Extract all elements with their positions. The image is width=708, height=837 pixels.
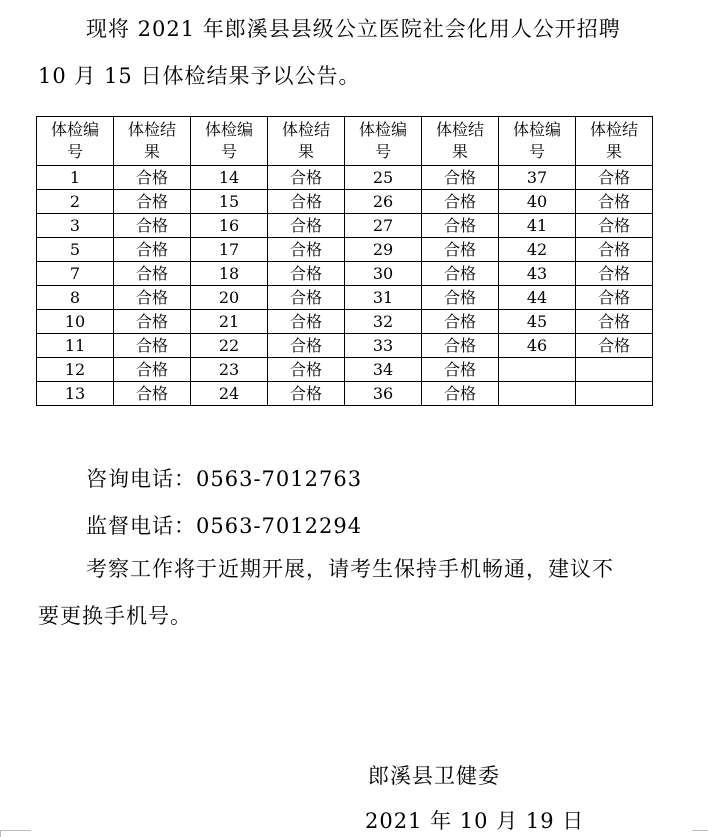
exam-result-cell: 合格 — [268, 262, 345, 286]
exam-result-cell: 合格 — [114, 166, 191, 190]
exam-result-cell: 合格 — [268, 214, 345, 238]
exam-number-cell — [499, 358, 576, 382]
page-corner-mark-left — [0, 830, 31, 837]
exam-number-cell: 37 — [499, 166, 576, 190]
note-line-1: 考察工作将于近期开展，请考生保持手机畅通，建议不 — [86, 557, 614, 581]
exam-result-cell: 合格 — [114, 286, 191, 310]
exam-result-cell — [576, 358, 653, 382]
exam-number-cell: 11 — [37, 334, 114, 358]
exam-number-cell: 30 — [345, 262, 422, 286]
table-header-cell — [37, 117, 114, 166]
table-header-text: 体检编 — [204, 120, 253, 139]
exam-result-cell: 合格 — [422, 358, 499, 382]
exam-number-cell: 1 — [37, 166, 114, 190]
table-header-text: 体检结 — [589, 120, 638, 139]
table-row — [37, 286, 653, 310]
table-header-text: 体检编 — [512, 120, 561, 139]
notice-date: 2021 年 10 月 19 日 — [365, 809, 585, 833]
exam-result-cell: 合格 — [114, 190, 191, 214]
exam-result-cell: 合格 — [268, 166, 345, 190]
exam-result-cell: 合格 — [114, 358, 191, 382]
exam-result-cell: 合格 — [422, 310, 499, 334]
table-header-text: 果 — [143, 142, 160, 161]
exam-number-cell: 14 — [191, 166, 268, 190]
table-header-cell — [345, 117, 422, 166]
table-row — [37, 238, 653, 262]
exam-number-cell: 13 — [37, 382, 114, 406]
exam-number-cell: 20 — [191, 286, 268, 310]
exam-result-cell: 合格 — [268, 310, 345, 334]
table-header-cell — [191, 117, 268, 166]
table-header-cell — [422, 117, 499, 166]
exam-result-cell: 合格 — [576, 238, 653, 262]
table-header-text: 果 — [605, 142, 622, 161]
exam-result-cell: 合格 — [114, 238, 191, 262]
exam-result-cell: 合格 — [422, 238, 499, 262]
table-header-text: 体检编 — [50, 120, 99, 139]
exam-number-cell: 36 — [345, 382, 422, 406]
exam-result-cell: 合格 — [422, 262, 499, 286]
exam-number-cell: 15 — [191, 190, 268, 214]
exam-result-cell: 合格 — [268, 334, 345, 358]
exam-result-cell: 合格 — [576, 310, 653, 334]
table-header-text: 果 — [451, 142, 468, 161]
exam-number-cell: 2 — [37, 190, 114, 214]
table-header-text: 号 — [528, 142, 545, 161]
table-header-cell — [268, 117, 345, 166]
table-header-text: 体检结 — [281, 120, 330, 139]
exam-number-cell: 10 — [37, 310, 114, 334]
exam-number-cell: 34 — [345, 358, 422, 382]
table-header-text: 体检结 — [435, 120, 484, 139]
table-header-text: 体检结 — [127, 120, 176, 139]
exam-number-cell: 21 — [191, 310, 268, 334]
exam-number-cell: 44 — [499, 286, 576, 310]
table-row — [37, 166, 653, 190]
table-header-cell — [576, 117, 653, 166]
exam-result-cell: 合格 — [576, 166, 653, 190]
exam-number-cell: 8 — [37, 286, 114, 310]
exam-number-cell: 43 — [499, 262, 576, 286]
exam-result-cell: 合格 — [576, 262, 653, 286]
exam-number-cell: 12 — [37, 358, 114, 382]
table-row — [37, 382, 653, 406]
exam-result-cell: 合格 — [268, 382, 345, 406]
exam-number-cell: 17 — [191, 238, 268, 262]
table-header-text: 果 — [297, 142, 314, 161]
note-line-2: 要更换手机号。 — [38, 604, 192, 628]
exam-result-cell — [576, 382, 653, 406]
exam-number-cell: 7 — [37, 262, 114, 286]
exam-number-cell: 45 — [499, 310, 576, 334]
table-header-text: 号 — [374, 142, 391, 161]
exam-number-cell: 16 — [191, 214, 268, 238]
table-body — [37, 166, 653, 406]
exam-result-cell: 合格 — [114, 214, 191, 238]
exam-result-cell: 合格 — [268, 286, 345, 310]
exam-result-cell: 合格 — [576, 214, 653, 238]
table-header-cell — [499, 117, 576, 166]
table-header-text: 体检编 — [358, 120, 407, 139]
exam-number-cell: 22 — [191, 334, 268, 358]
exam-result-cell: 合格 — [268, 190, 345, 214]
exam-number-cell: 5 — [37, 238, 114, 262]
exam-number-cell: 40 — [499, 190, 576, 214]
page-corner-mark-right — [692, 830, 708, 837]
consult-phone: 咨询电话：0563-7012763 — [86, 467, 363, 491]
exam-number-cell: 29 — [345, 238, 422, 262]
intro-line-2: 10 月 15 日体检结果予以公告。 — [38, 64, 361, 88]
results-table — [36, 116, 653, 406]
exam-number-cell: 42 — [499, 238, 576, 262]
exam-number-cell: 18 — [191, 262, 268, 286]
table-row — [37, 310, 653, 334]
exam-number-cell: 23 — [191, 358, 268, 382]
table-header-row — [37, 117, 653, 166]
signer: 郎溪县卫健委 — [368, 764, 500, 788]
table-row — [37, 262, 653, 286]
exam-result-cell: 合格 — [268, 238, 345, 262]
exam-result-cell: 合格 — [114, 334, 191, 358]
exam-result-cell: 合格 — [114, 382, 191, 406]
exam-result-cell: 合格 — [576, 286, 653, 310]
exam-number-cell: 32 — [345, 310, 422, 334]
exam-number-cell: 31 — [345, 286, 422, 310]
exam-result-cell: 合格 — [268, 358, 345, 382]
supervise-phone: 监督电话：0563-7012294 — [86, 514, 363, 538]
exam-number-cell: 41 — [499, 214, 576, 238]
exam-number-cell — [499, 382, 576, 406]
exam-result-cell: 合格 — [576, 334, 653, 358]
exam-number-cell: 25 — [345, 166, 422, 190]
table-row — [37, 358, 653, 382]
exam-number-cell: 27 — [345, 214, 422, 238]
exam-number-cell: 26 — [345, 190, 422, 214]
exam-result-cell: 合格 — [576, 190, 653, 214]
exam-result-cell: 合格 — [422, 382, 499, 406]
exam-result-cell: 合格 — [422, 214, 499, 238]
exam-number-cell: 3 — [37, 214, 114, 238]
table-row — [37, 190, 653, 214]
table-header-text: 号 — [66, 142, 83, 161]
exam-result-cell: 合格 — [422, 190, 499, 214]
exam-number-cell: 46 — [499, 334, 576, 358]
exam-result-cell: 合格 — [114, 310, 191, 334]
table-header-text: 号 — [220, 142, 237, 161]
table-header-cell — [114, 117, 191, 166]
exam-number-cell: 33 — [345, 334, 422, 358]
intro-line-1: 现将 2021 年郎溪县县级公立医院社会化用人公开招聘 — [86, 17, 621, 41]
exam-result-cell: 合格 — [114, 262, 191, 286]
exam-number-cell: 24 — [191, 382, 268, 406]
exam-result-cell: 合格 — [422, 334, 499, 358]
exam-result-cell: 合格 — [422, 286, 499, 310]
table-row — [37, 334, 653, 358]
table-row — [37, 214, 653, 238]
exam-result-cell: 合格 — [422, 166, 499, 190]
